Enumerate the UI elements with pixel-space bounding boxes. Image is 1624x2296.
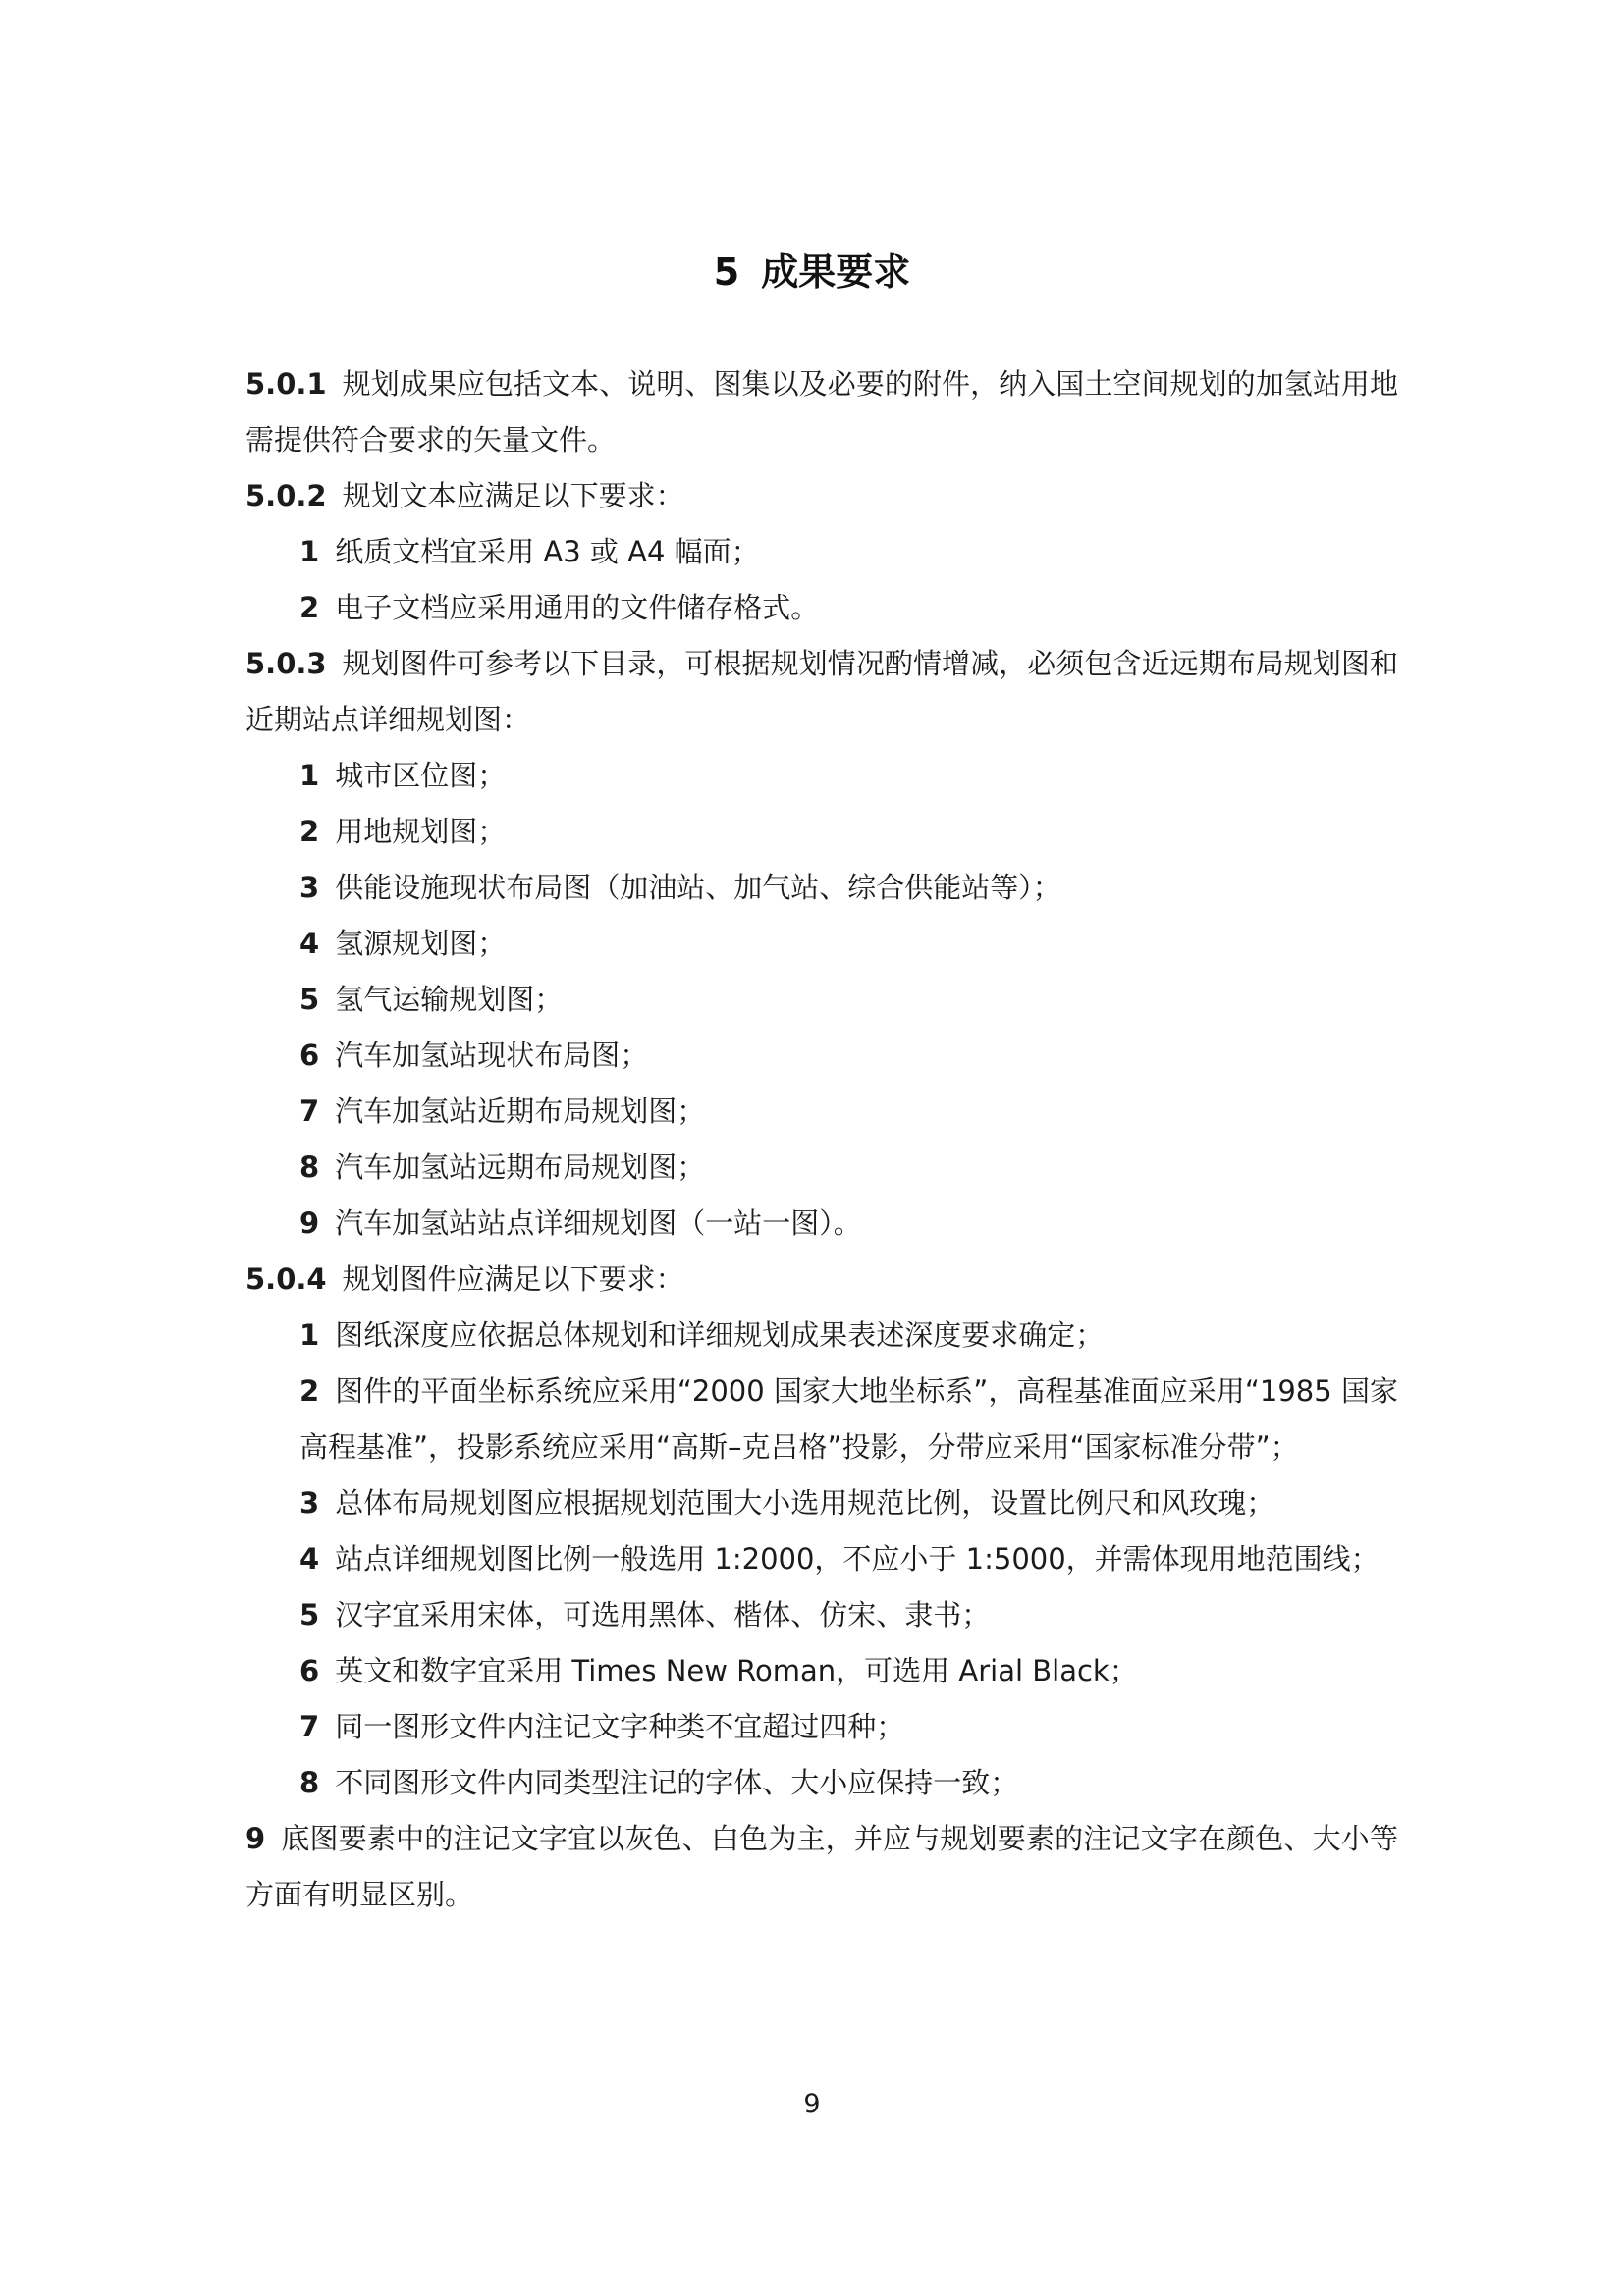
list-item: [245, 972, 1398, 1028]
chapter-number: 5: [713, 250, 740, 294]
item-number: 4: [299, 1542, 320, 1575]
chapter-title-text: 成果要求: [761, 250, 911, 294]
list-item: [245, 1140, 1398, 1196]
item-text: 纸质文档宜采用 A3 或 A4 幅面；: [335, 535, 760, 568]
list-item: [245, 1196, 1398, 1252]
item-text: 氢源规划图；: [335, 927, 507, 960]
item-number: 6: [299, 1039, 320, 1072]
item-number: 2: [299, 815, 320, 848]
item-number: 9: [245, 1822, 266, 1855]
list-item: [245, 1755, 1398, 1811]
item-number: 2: [299, 1374, 320, 1408]
item-number: 4: [299, 927, 320, 960]
list-item: [245, 1475, 1398, 1531]
item-text: 汽车加氢站近期布局规划图；: [335, 1095, 706, 1128]
item-number: 1: [299, 1318, 320, 1352]
item-number: 8: [299, 1766, 320, 1799]
item-text: 图件的平面坐标系统应采用“2000 国家大地坐标系”，高程基准面应采用“1985 国家高程基准”，投影系统应采用“高斯–克吕格”投影，分带应采用“国家标准分带”；: [299, 1374, 1398, 1464]
item-text: 汽车加氢站站点详细规划图（一站一图）。: [335, 1206, 862, 1240]
item-number: 7: [299, 1710, 320, 1743]
list-item: [245, 1811, 1398, 1923]
item-text: 英文和数字宜采用 Times New Roman，可选用 Arial Black；: [335, 1654, 1138, 1687]
clause-text: 规划成果应包括文本、说明、图集以及必要的附件，纳入国土空间规划的加氢站用地需提供符合要求的矢量文件。: [245, 367, 1398, 456]
list-item: [245, 804, 1398, 860]
item-text: 同一图形文件内注记文字种类不宜超过四种；: [335, 1710, 905, 1743]
list-item: [245, 580, 1398, 636]
clause-text: 规划图件可参考以下目录，可根据规划情况酌情增减，必须包含近远期布局规划图和近期站点详细规划图：: [245, 647, 1398, 736]
list-item: [245, 1531, 1398, 1587]
item-text: 不同图形文件内同类型注记的字体、大小应保持一致；: [335, 1766, 1019, 1799]
list-item: [245, 860, 1398, 916]
clause-text: 规划文本应满足以下要求：: [342, 479, 684, 512]
clause-label: 5.0.1: [245, 367, 327, 400]
list-item: [245, 1643, 1398, 1699]
clause-label: 5.0.2: [245, 479, 327, 512]
item-text: 总体布局规划图应根据规划范围大小选用规范比例，设置比例尺和风玫瑰；: [335, 1486, 1275, 1520]
document-body: [245, 356, 1398, 1923]
item-text: 底图要素中的注记文字宜以灰色、白色为主，并应与规划要素的注记文字在颜色、大小等方面有明显区别。: [245, 1822, 1398, 1911]
page-title: [0, 0, 1624, 295]
list-item: [245, 1363, 1398, 1475]
item-number: 2: [299, 591, 320, 624]
list-item: [245, 524, 1398, 580]
clause-text: 规划图件应满足以下要求：: [342, 1262, 684, 1296]
item-text: 用地规划图；: [335, 815, 507, 848]
clause-5-0-1: [245, 356, 1398, 468]
item-number: 1: [299, 759, 320, 792]
clause-5-0-4: [245, 1252, 1398, 1308]
item-text: 供能设施现状布局图（加油站、加气站、综合供能站等）；: [335, 871, 1061, 904]
list-item: [245, 1587, 1398, 1643]
item-number: 6: [299, 1654, 320, 1687]
item-text: 汉字宜采用宋体，可选用黑体、楷体、仿宋、隶书；: [335, 1598, 991, 1631]
item-number: 8: [299, 1150, 320, 1184]
item-text: 城市区位图；: [335, 759, 507, 792]
item-number: 7: [299, 1095, 320, 1128]
list-item: [245, 1308, 1398, 1363]
item-number: 9: [299, 1206, 320, 1240]
page-number: 9: [803, 2089, 821, 2119]
list-item: [245, 1084, 1398, 1140]
item-number: 3: [299, 871, 320, 904]
item-number: 1: [299, 535, 320, 568]
list-item: [245, 748, 1398, 804]
item-text: 汽车加氢站现状布局图；: [335, 1039, 649, 1072]
item-text: 图纸深度应依据总体规划和详细规划成果表述深度要求确定；: [335, 1318, 1105, 1352]
item-text: 站点详细规划图比例一般选用 1:2000，不应小于 1:5000，并需体现用地范围线；: [335, 1542, 1380, 1575]
clause-label: 5.0.3: [245, 647, 327, 680]
item-number: 5: [299, 983, 320, 1016]
clause-5-0-3: [245, 636, 1398, 748]
item-number: 5: [299, 1598, 320, 1631]
list-item: [245, 1699, 1398, 1755]
clause-5-0-2: [245, 468, 1398, 524]
item-text: 氢气运输规划图；: [335, 983, 564, 1016]
list-item: [245, 916, 1398, 972]
item-text: 汽车加氢站远期布局规划图；: [335, 1150, 706, 1184]
list-item: [245, 1028, 1398, 1084]
item-number: 3: [299, 1486, 320, 1520]
item-text: 电子文档应采用通用的文件储存格式。: [335, 591, 820, 624]
clause-label: 5.0.4: [245, 1262, 327, 1296]
